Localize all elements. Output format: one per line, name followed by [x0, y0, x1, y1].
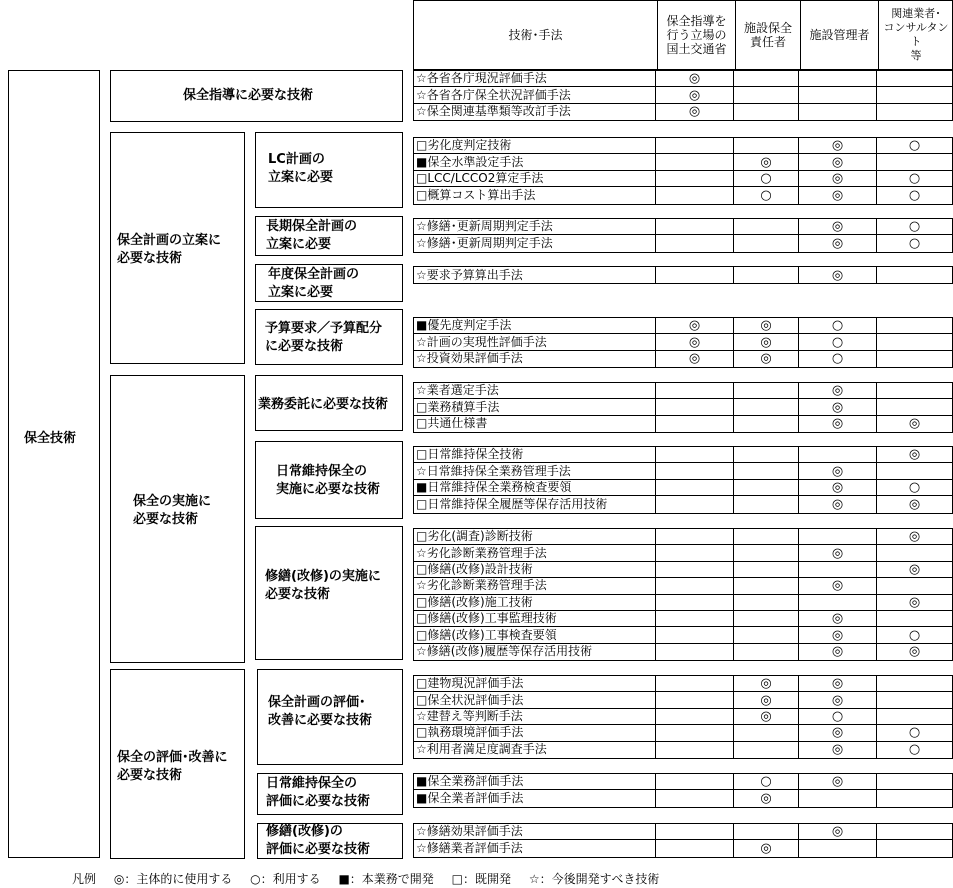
- usage-mark: [656, 611, 734, 626]
- usage-mark: [877, 351, 952, 367]
- table-row: [414, 235, 952, 251]
- usage-mark: [656, 562, 734, 577]
- usage-mark: ◎: [799, 578, 877, 593]
- usage-mark: ◎: [799, 676, 877, 691]
- usage-mark: [799, 87, 877, 102]
- usage-mark: [734, 71, 799, 86]
- technique-table: [413, 675, 953, 759]
- table-row: [414, 480, 952, 496]
- usage-mark: [734, 529, 799, 544]
- usage-mark: [656, 692, 734, 707]
- usage-mark: [656, 416, 734, 432]
- table-row: [414, 627, 952, 643]
- usage-mark: ◎: [908, 594, 921, 610]
- table-row: [414, 692, 952, 708]
- table-row: [414, 562, 952, 578]
- usage-mark: ◎: [799, 171, 877, 186]
- technique-name: ☆各省各庁保全状況評価手法: [414, 87, 656, 102]
- subcategory-label-daily-impl: 日常維持保全の 実施に必要な技術: [276, 464, 381, 497]
- usage-mark: [734, 399, 799, 414]
- table-row: [414, 840, 952, 856]
- usage-mark: ◎: [799, 496, 877, 512]
- table-row: [414, 742, 952, 758]
- table-row: [414, 709, 952, 725]
- usage-mark: [656, 676, 734, 691]
- usage-mark: [734, 480, 799, 495]
- technique-name: ☆修繕効果評価手法: [414, 824, 656, 839]
- usage-mark: [656, 725, 734, 740]
- usage-mark: [656, 383, 734, 398]
- usage-mark: [656, 742, 734, 758]
- table-row: [414, 463, 952, 479]
- technique-name: ☆利用者満足度調査手法: [414, 742, 656, 758]
- header-col-contractors: 関連業者･ コンサルタント 等: [878, 1, 953, 69]
- usage-mark: [877, 318, 952, 333]
- usage-mark: ○: [908, 236, 921, 252]
- usage-mark: [799, 840, 877, 856]
- technique-name: ☆修繕･更新周期判定手法: [414, 219, 656, 234]
- technique-name: □保全状況評価手法: [414, 692, 656, 707]
- usage-mark: ○: [734, 774, 799, 789]
- usage-mark: [656, 447, 734, 462]
- usage-mark: [734, 595, 799, 610]
- usage-mark: ◎: [799, 416, 877, 432]
- technique-name: ☆劣化診断業務管理手法: [414, 545, 656, 560]
- usage-mark: [734, 416, 799, 432]
- usage-mark: ○: [908, 138, 921, 154]
- usage-mark: [734, 383, 799, 398]
- technique-name: □日常維持保全履歴等保存活用技術: [414, 496, 656, 512]
- usage-mark: ○: [908, 725, 921, 741]
- usage-mark: [877, 267, 952, 283]
- usage-mark: [734, 138, 799, 153]
- usage-mark: ◎: [799, 383, 877, 398]
- usage-mark: ◎: [908, 561, 921, 577]
- table-row: [414, 187, 952, 203]
- usage-mark: ◎: [908, 416, 921, 432]
- subcategory-label-outsourcing: 業務委託に必要な技術: [258, 397, 389, 412]
- usage-mark: [656, 187, 734, 203]
- usage-mark: ◎: [656, 104, 734, 120]
- legend-item-developed-this: ■：本業務で開発: [338, 872, 434, 886]
- technique-name: ☆修繕(改修)履歴等保存活用技術: [414, 644, 656, 660]
- technique-name: ■日常維持保全業務検査要領: [414, 480, 656, 495]
- usage-mark: [799, 104, 877, 120]
- usage-mark: ○: [908, 479, 921, 495]
- technique-name: □業務積算手法: [414, 399, 656, 414]
- technique-name: □劣化度判定技術: [414, 138, 656, 153]
- usage-mark: ◎: [799, 644, 877, 660]
- usage-mark: ◎: [799, 219, 877, 234]
- usage-mark: [799, 790, 877, 806]
- table-row: [414, 790, 952, 806]
- usage-mark: [656, 595, 734, 610]
- usage-mark: ○: [908, 170, 921, 186]
- usage-mark: [877, 104, 952, 120]
- usage-mark: [877, 676, 952, 691]
- technique-table: [413, 382, 953, 433]
- table-row: [414, 219, 952, 235]
- technique-table: [413, 266, 953, 284]
- usage-mark: ◎: [799, 774, 877, 789]
- usage-mark: [877, 463, 952, 478]
- usage-mark: ◎: [799, 187, 877, 203]
- technique-name: □概算コスト算出手法: [414, 187, 656, 203]
- usage-mark: [877, 774, 952, 789]
- usage-mark: [656, 824, 734, 839]
- usage-mark: ◎: [799, 725, 877, 740]
- usage-mark: ◎: [799, 480, 877, 495]
- table-row: [414, 154, 952, 170]
- table-row: [414, 334, 952, 350]
- usage-mark: [656, 480, 734, 495]
- legend-item-use: ○：利用する: [250, 872, 321, 886]
- usage-mark: [734, 742, 799, 758]
- usage-mark: [877, 709, 952, 724]
- usage-mark: ◎: [734, 709, 799, 724]
- usage-mark: [799, 595, 877, 610]
- usage-mark: [656, 840, 734, 856]
- technique-table: [413, 218, 953, 253]
- technique-name: ☆日常維持保全業務管理手法: [414, 463, 656, 478]
- usage-mark: ◎: [908, 496, 921, 512]
- usage-mark: ◎: [734, 790, 799, 806]
- usage-mark: ◎: [734, 334, 799, 349]
- table-row: [414, 171, 952, 187]
- subcategory-label-annual: 年度保全計画の 立案に必要: [268, 267, 360, 300]
- legend-item-future: ☆：今後開発すべき技術: [528, 872, 660, 886]
- technique-name: □修繕(改修)工事検査要領: [414, 627, 656, 642]
- table-row: [414, 725, 952, 741]
- usage-mark: [656, 154, 734, 169]
- usage-mark: ○: [908, 219, 921, 235]
- usage-mark: [656, 545, 734, 560]
- table-row: [414, 529, 952, 545]
- header-col-ministry: 保全指導を 行う立場の 国土交通省: [657, 1, 735, 69]
- usage-mark: ◎: [734, 154, 799, 169]
- usage-mark: [877, 87, 952, 102]
- usage-mark: [877, 71, 952, 86]
- usage-mark: [734, 578, 799, 593]
- technique-name: □修繕(改修)施工技術: [414, 595, 656, 610]
- table-row: [414, 351, 952, 367]
- subcategory-label-lc: LC計画の 立案に必要: [268, 152, 334, 185]
- usage-mark: [877, 611, 952, 626]
- technique-name: ■優先度判定手法: [414, 318, 656, 333]
- technique-name: ☆計画の実現性評価手法: [414, 334, 656, 349]
- usage-mark: [734, 104, 799, 120]
- category-label-implementation: 保全の実施に 必要な技術: [133, 494, 212, 527]
- usage-mark: [656, 790, 734, 806]
- category-label-planning: 保全計画の立案に 必要な技術: [117, 233, 222, 266]
- subcategory-label-repair-impl: 修繕(改修)の実施に 必要な技術: [265, 569, 381, 602]
- usage-mark: ◎: [799, 463, 877, 478]
- usage-mark: [734, 627, 799, 642]
- usage-mark: [734, 463, 799, 478]
- usage-mark: ◎: [908, 447, 921, 463]
- table-row: [414, 318, 952, 334]
- usage-mark: ◎: [734, 351, 799, 367]
- usage-mark: [734, 219, 799, 234]
- usage-mark: ○: [799, 709, 877, 724]
- subcategory-label-daily-eval: 日常維持保全の 評価に必要な技術: [266, 776, 371, 809]
- table-row: [414, 824, 952, 840]
- technique-name: ☆要求予算算出手法: [414, 267, 656, 283]
- usage-mark: ○: [799, 318, 877, 333]
- root-box: [8, 70, 100, 858]
- technique-table: [413, 137, 953, 205]
- table-row: [414, 676, 952, 692]
- usage-mark: [656, 529, 734, 544]
- subcategory-label-repair-eval: 修繕(改修)の 評価に必要な技術: [266, 824, 371, 857]
- header-col-facility-manager-responsible: 施設保全 責任者: [735, 1, 800, 69]
- usage-mark: [734, 611, 799, 626]
- usage-mark: [799, 71, 877, 86]
- usage-mark: [734, 447, 799, 462]
- usage-mark: ◎: [799, 138, 877, 153]
- table-row: [414, 496, 952, 512]
- usage-mark: ◎: [799, 267, 877, 283]
- header-col-facility-manager: 施設管理者: [800, 1, 878, 69]
- usage-mark: ○: [734, 171, 799, 186]
- usage-mark: ◎: [734, 676, 799, 691]
- usage-mark: [656, 267, 734, 283]
- usage-mark: ◎: [799, 235, 877, 251]
- subcategory-label-plan-eval: 保全計画の評価･ 改善に必要な技術: [268, 695, 373, 728]
- technique-table: [413, 317, 953, 368]
- technique-name: ☆保全関連基準類等改訂手法: [414, 104, 656, 120]
- usage-mark: ○: [734, 187, 799, 203]
- usage-mark: [877, 840, 952, 856]
- usage-mark: [656, 219, 734, 234]
- usage-mark: [656, 774, 734, 789]
- table-row: [414, 595, 952, 611]
- usage-mark: [799, 447, 877, 462]
- usage-mark: ◎: [734, 318, 799, 333]
- technique-name: □共通仕様書: [414, 416, 656, 432]
- table-row: [414, 87, 952, 103]
- technique-name: □執務環境評価手法: [414, 725, 656, 740]
- usage-mark: ◎: [799, 824, 877, 839]
- usage-mark: ◎: [908, 529, 921, 545]
- usage-mark: [734, 562, 799, 577]
- usage-mark: [656, 578, 734, 593]
- table-row: [414, 578, 952, 594]
- table-row: [414, 104, 952, 120]
- technique-name: □修繕(改修)工事監理技術: [414, 611, 656, 626]
- usage-mark: ○: [908, 187, 921, 203]
- table-row: [414, 611, 952, 627]
- table-row: [414, 447, 952, 463]
- technique-name: □劣化(調査)診断技術: [414, 529, 656, 544]
- usage-mark: [799, 562, 877, 577]
- table-row: [414, 138, 952, 154]
- technique-name: ☆修繕業者評価手法: [414, 840, 656, 856]
- category-label-evaluation: 保全の評価･改善に 必要な技術: [117, 750, 228, 783]
- root-label: 保全技術: [24, 431, 77, 446]
- usage-mark: [656, 496, 734, 512]
- table-row: [414, 416, 952, 432]
- technique-name: ☆建替え等判断手法: [414, 709, 656, 724]
- usage-mark: [734, 87, 799, 102]
- technique-name: ☆各省各庁現況評価手法: [414, 71, 656, 86]
- header-table: [413, 0, 953, 70]
- technique-table: [413, 823, 953, 858]
- usage-mark: [799, 529, 877, 544]
- usage-mark: [734, 545, 799, 560]
- usage-mark: [656, 644, 734, 660]
- usage-mark: ○: [908, 742, 921, 758]
- usage-mark: [734, 644, 799, 660]
- table-row: [414, 774, 952, 790]
- usage-mark: [877, 824, 952, 839]
- usage-mark: ◎: [799, 545, 877, 560]
- usage-mark: ◎: [799, 399, 877, 414]
- usage-mark: [734, 725, 799, 740]
- legend: [72, 870, 673, 887]
- usage-mark: [877, 578, 952, 593]
- subcategory-label-budget: 予算要求／予算配分 に必要な技術: [265, 321, 383, 354]
- technique-name: ☆投資効果評価手法: [414, 351, 656, 367]
- usage-mark: ◎: [799, 154, 877, 169]
- technique-name: ■保全業者評価手法: [414, 790, 656, 806]
- usage-mark: ◎: [656, 334, 734, 349]
- usage-mark: [656, 235, 734, 251]
- usage-mark: ◎: [656, 71, 734, 86]
- usage-mark: [734, 267, 799, 283]
- technique-name: ■保全業務評価手法: [414, 774, 656, 789]
- usage-mark: [877, 545, 952, 560]
- table-row: [414, 644, 952, 660]
- legend-title: 凡例: [72, 872, 97, 886]
- header-tech-label: 技術･手法: [508, 28, 563, 42]
- table-row: [414, 545, 952, 561]
- usage-mark: [877, 790, 952, 806]
- table-row: [414, 383, 952, 399]
- usage-mark: [734, 496, 799, 512]
- subcategory-label-longterm: 長期保全計画の 立案に必要: [266, 219, 358, 252]
- usage-mark: [656, 171, 734, 186]
- usage-mark: [877, 383, 952, 398]
- technique-table: [413, 70, 953, 121]
- usage-mark: ◎: [908, 644, 921, 660]
- usage-mark: ◎: [799, 742, 877, 758]
- technique-name: □日常維持保全技術: [414, 447, 656, 462]
- usage-mark: ○: [908, 627, 921, 643]
- usage-mark: ◎: [656, 87, 734, 102]
- usage-mark: [877, 399, 952, 414]
- technique-table: [413, 773, 953, 808]
- usage-mark: [656, 709, 734, 724]
- table-row: [414, 267, 952, 283]
- technique-table: [413, 528, 953, 661]
- technique-table: [413, 446, 953, 514]
- technique-name: ☆修繕･更新周期判定手法: [414, 235, 656, 251]
- usage-mark: ○: [799, 334, 877, 349]
- technique-name: ■保全水準設定手法: [414, 154, 656, 169]
- usage-mark: [877, 334, 952, 349]
- usage-mark: [656, 399, 734, 414]
- usage-mark: [734, 235, 799, 251]
- technique-name: □修繕(改修)設計技術: [414, 562, 656, 577]
- usage-mark: [656, 463, 734, 478]
- usage-mark: ◎: [734, 692, 799, 707]
- usage-mark: [877, 154, 952, 169]
- category-label-guidance: 保全指導に必要な技術: [183, 88, 314, 103]
- usage-mark: [734, 824, 799, 839]
- usage-mark: [877, 692, 952, 707]
- technique-name: □建物現況評価手法: [414, 676, 656, 691]
- table-row: [414, 71, 952, 87]
- usage-mark: ◎: [799, 627, 877, 642]
- technique-name: ☆業者選定手法: [414, 383, 656, 398]
- legend-item-existing: □：既開発: [451, 872, 511, 886]
- usage-mark: ○: [799, 351, 877, 367]
- usage-mark: ◎: [799, 692, 877, 707]
- table-row: [414, 399, 952, 415]
- usage-mark: [656, 138, 734, 153]
- technique-name: ☆劣化診断業務管理手法: [414, 578, 656, 593]
- usage-mark: ◎: [656, 318, 734, 333]
- usage-mark: ◎: [799, 611, 877, 626]
- usage-mark: [656, 627, 734, 642]
- usage-mark: ◎: [656, 351, 734, 367]
- technique-name: □LCC/LCCO2算定手法: [414, 171, 656, 186]
- legend-item-primary: ◎：主体的に使用する: [113, 872, 233, 886]
- usage-mark: ◎: [734, 840, 799, 856]
